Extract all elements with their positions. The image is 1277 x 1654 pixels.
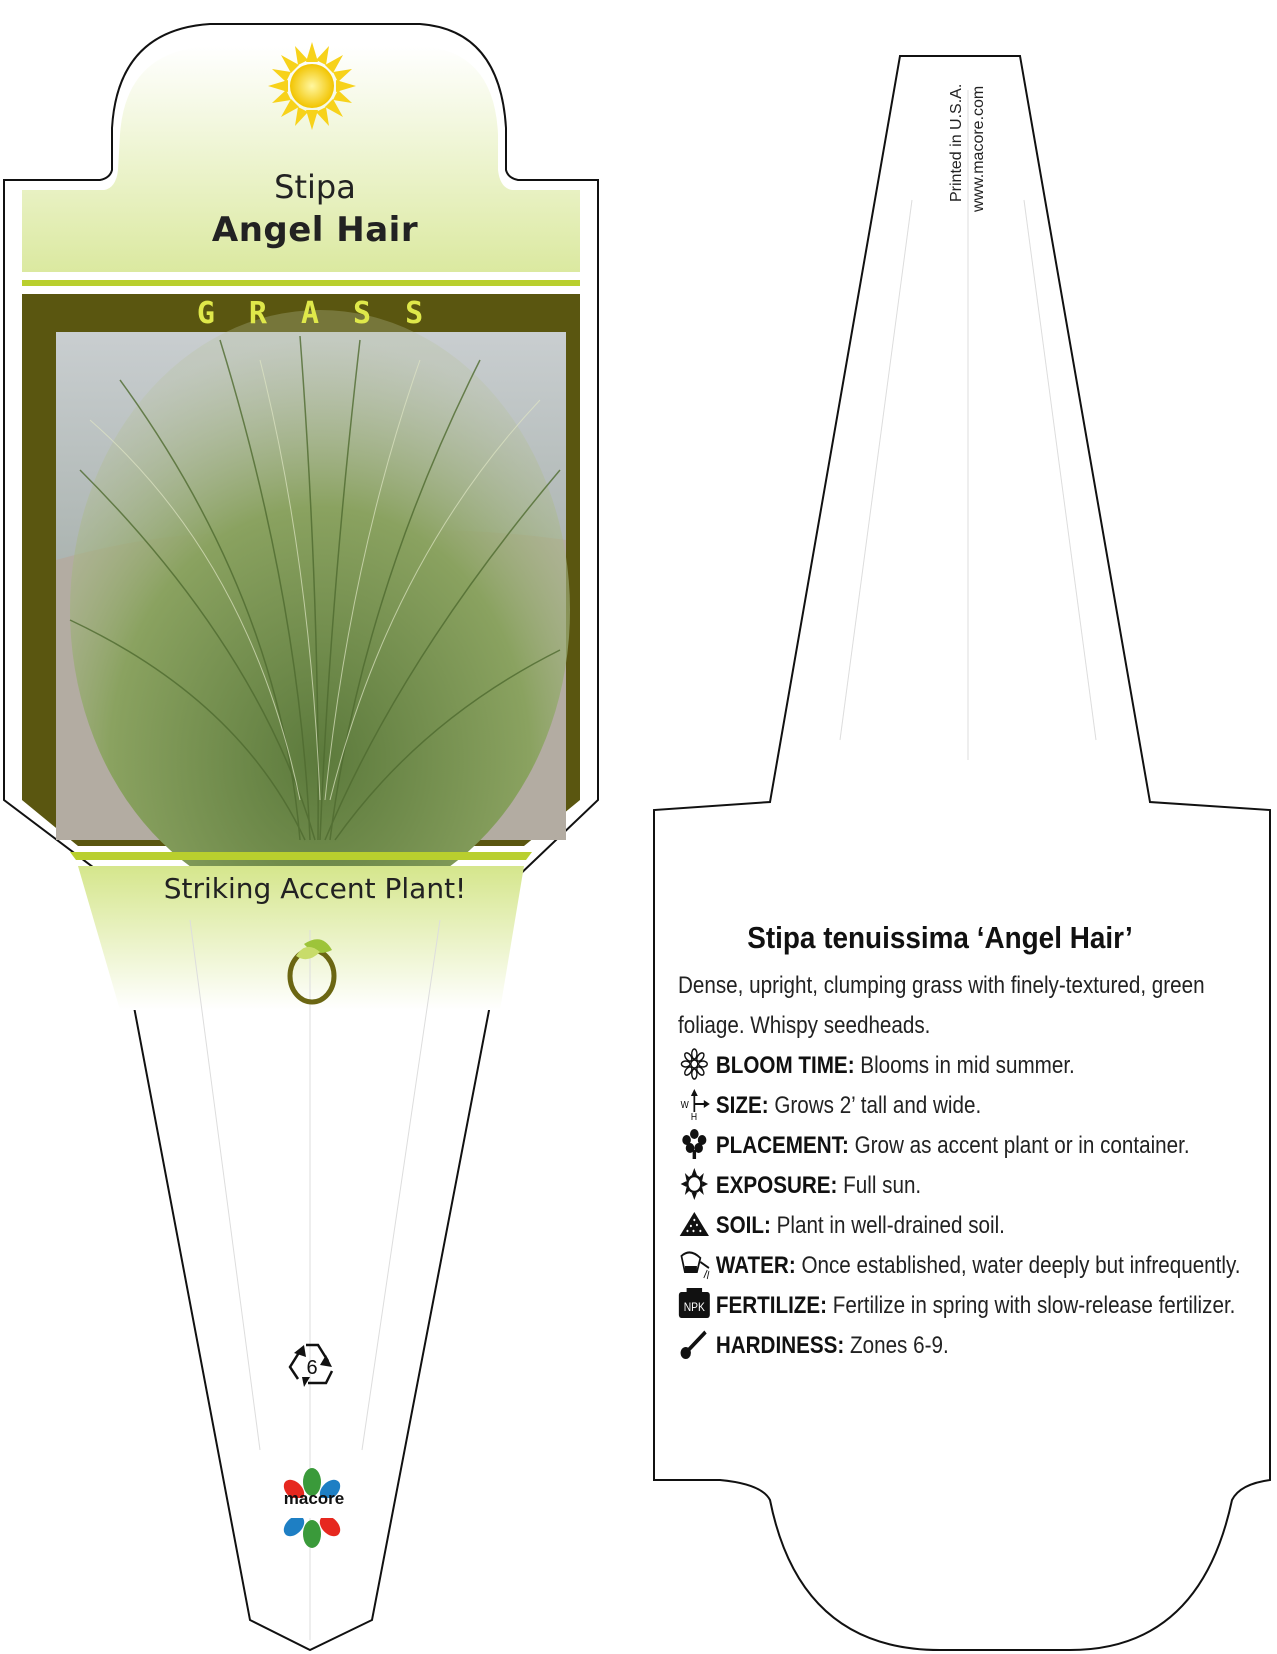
water-text: Once established, water deeply but infrequently. (801, 1252, 1241, 1279)
attr-row-size (678, 1086, 1177, 1126)
attr-row-bloom (678, 1046, 1177, 1086)
watering-can-icon (678, 1248, 711, 1280)
exposure-text: Full sun. (843, 1172, 922, 1199)
fertilize-text: Fertilize in spring with slow-release fertilizer. (832, 1292, 1236, 1319)
brand-name: macore (283, 1489, 345, 1508)
placement-icon (678, 1128, 711, 1160)
back-tag (654, 56, 1270, 1650)
attr-row-soil (678, 1206, 1177, 1246)
svg-text:H: H (690, 1111, 698, 1120)
thermometer-icon (678, 1328, 711, 1360)
tagline: Striking Accent Plant! (163, 872, 467, 905)
exposure-label: EXPOSURE: (715, 1172, 838, 1199)
back-details (678, 966, 1241, 1366)
size-label: SIZE: (715, 1092, 769, 1119)
front-tag (4, 24, 598, 1650)
size-text: Grows 2’ tall and wide. (774, 1092, 982, 1119)
sun-icon (268, 42, 356, 130)
soil-label: SOIL: (715, 1212, 771, 1239)
attr-row-placement (678, 1126, 1190, 1166)
attr-row-fertilize (678, 1286, 1236, 1326)
fertilize-label: FERTILIZE: (715, 1292, 828, 1319)
front-variety: Angel Hair (211, 210, 419, 250)
flower-icon (678, 1048, 711, 1080)
recycle-code: 6 (306, 1357, 318, 1379)
bloom-text: Blooms in mid summer. (860, 1052, 1075, 1079)
soil-icon (678, 1208, 711, 1240)
description: Dense, upright, clumping grass with finely-textured, green foliage. Whispy seedheads. (678, 972, 1205, 1039)
svg-text:NPK: NPK (683, 1301, 705, 1315)
placement-label: PLACEMENT: (715, 1132, 849, 1159)
attr-row-hardiness (678, 1326, 1177, 1366)
soil-text: Plant in well-drained soil. (776, 1212, 1005, 1239)
hardiness-label: HARDINESS: (715, 1332, 845, 1359)
npk-icon (678, 1288, 711, 1320)
attr-row-water (678, 1246, 1241, 1286)
bloom-label: BLOOM TIME: (715, 1052, 855, 1079)
svg-text:W: W (680, 1099, 689, 1111)
sun-outline-icon (678, 1168, 711, 1200)
front-genus: Stipa (274, 168, 356, 206)
water-label: WATER: (715, 1252, 796, 1279)
website: www.macore.com (970, 85, 987, 212)
category-label: GRASS (196, 296, 458, 331)
grass-photo (56, 310, 570, 910)
printed-in: Printed in U.S.A. (948, 83, 965, 202)
hardiness-text: Zones 6-9. (850, 1332, 949, 1359)
back-title: Stipa tenuissima ‘Angel Hair’ (747, 920, 1133, 955)
size-arrows-icon (678, 1088, 711, 1120)
attr-row-exposure (678, 1166, 1177, 1206)
placement-text: Grow as accent plant or in container. (854, 1132, 1190, 1159)
